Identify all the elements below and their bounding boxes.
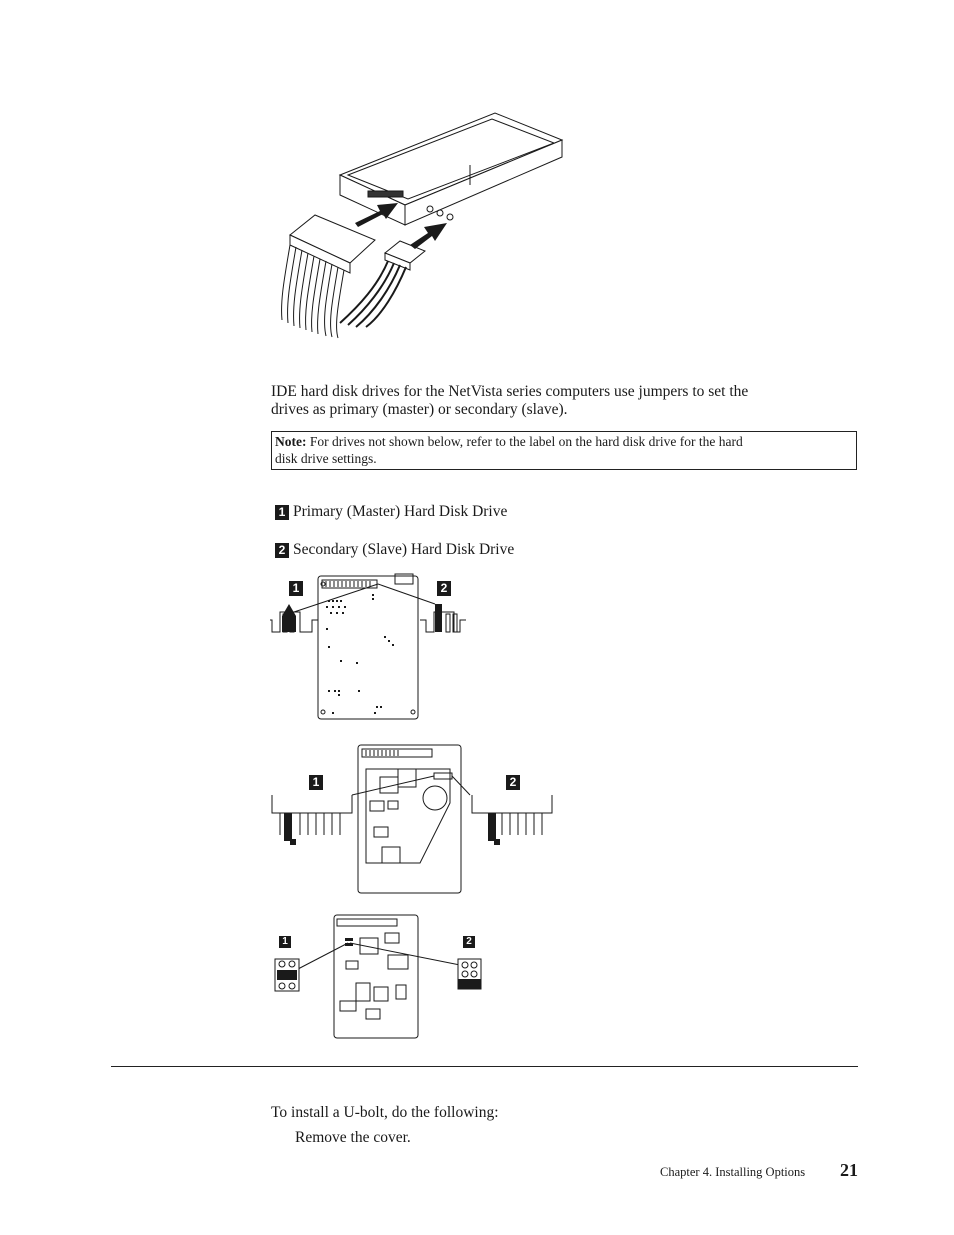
callout-2: 2	[275, 543, 289, 558]
intro-line-2: drives as primary (master) or secondary (slave).	[271, 401, 568, 418]
note-label: Note:	[275, 434, 307, 449]
figure-b-callout-1: 1	[309, 775, 323, 790]
figure-a-callout-1: 1	[289, 581, 303, 596]
drive-cable-illustration	[270, 105, 570, 340]
legend-item-secondary	[275, 541, 514, 559]
section-divider	[111, 1066, 858, 1067]
legend-label-secondary: Secondary (Slave) Hard Disk Drive	[293, 541, 515, 558]
install-step-1: Remove the cover.	[295, 1129, 411, 1146]
figure-c-callout-2: 2	[463, 936, 475, 948]
footer-chapter: Chapter 4. Installing Options	[660, 1165, 806, 1179]
page-number: 21	[840, 1160, 858, 1180]
figure-b-callout-2: 2	[506, 775, 520, 790]
callout-1: 1	[275, 505, 289, 520]
figure-a-callout-2: 2	[437, 581, 451, 596]
legend-label-primary: Primary (Master) Hard Disk Drive	[293, 503, 508, 520]
jumper-diagram-drive-b	[270, 743, 560, 898]
note-text-2: disk drive settings.	[275, 451, 377, 466]
legend-item-primary	[275, 503, 507, 521]
note-box	[271, 431, 857, 470]
jumper-diagram-drive-c	[270, 913, 485, 1043]
intro-paragraph	[271, 383, 831, 419]
install-intro: To install a U-bolt, do the following:	[271, 1104, 499, 1121]
figure-c-callout-1: 1	[279, 936, 291, 948]
intro-line-1: IDE hard disk drives for the NetVista series computers use jumpers to set the	[271, 383, 749, 400]
note-text-1: For drives not shown below, refer to the label on the hard disk drive for the hard	[309, 434, 743, 449]
